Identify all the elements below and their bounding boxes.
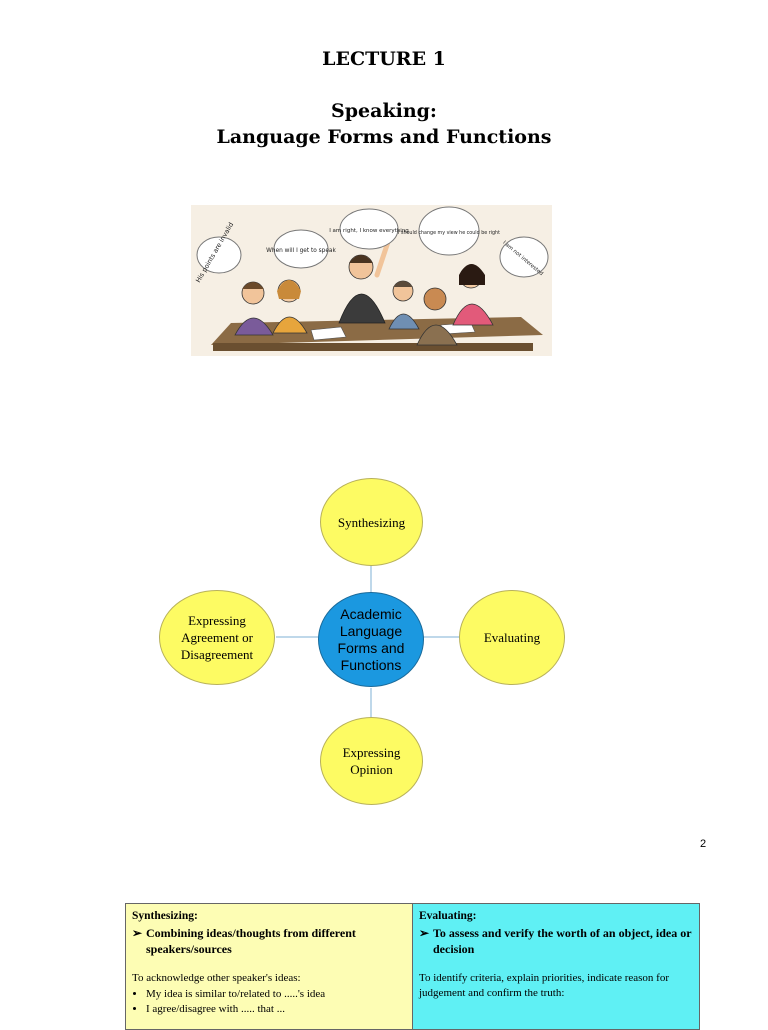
list-item: • I agree/disagree with ..... that ...	[146, 1002, 406, 1017]
lecture-title: LECTURE 1	[322, 48, 446, 70]
subtitle-line-2: Language Forms and Functions	[216, 126, 552, 148]
node-center: Academic Language Forms and Functions	[318, 592, 424, 687]
bubble-2-text: When will I get to speak	[266, 248, 336, 254]
evaluating-column	[413, 904, 699, 1029]
synthesizing-heading: Synthesizing:	[132, 910, 198, 922]
synthesizing-point: Combining ideas/thoughts from different speakers/sources	[146, 926, 356, 956]
node-evaluating: Evaluating	[459, 590, 565, 685]
bubble-5-text: I am not interested	[501, 239, 545, 278]
page-number: 2	[700, 838, 707, 850]
evaluating-point: To assess and verify the worth of an object, idea or decision	[433, 926, 692, 956]
subtitle-line-1: Speaking:	[331, 100, 437, 122]
meeting-illustration	[191, 205, 552, 356]
synthesizing-bullets	[132, 987, 406, 1017]
node-synthesizing: Synthesizing	[320, 478, 423, 566]
node-opinion: Expressing Opinion	[320, 717, 423, 805]
evaluating-description: To identify criteria, explain priorities, indicate reason for judgement and confirm the truth:	[419, 972, 669, 999]
concept-diagram	[150, 470, 570, 810]
bubble-4-text: I should change my view he could be right	[398, 231, 500, 236]
evaluating-heading: Evaluating:	[419, 910, 477, 922]
bubble-3-text: I am right, I know everything	[329, 228, 409, 234]
functions-table	[125, 903, 700, 1030]
arrow-bullet-icon: ➢	[132, 926, 143, 940]
node-agreement: Expressing Agreement or Disagreement	[159, 590, 275, 685]
synthesizing-column	[126, 904, 413, 1029]
bubble-1-text: His points are invalid	[194, 220, 236, 285]
synthesizing-description: To acknowledge other speaker's ideas:	[132, 972, 301, 984]
list-item: • My idea is similar to/related to .....'s idea	[146, 987, 406, 1002]
arrow-bullet-icon: ➢	[419, 926, 430, 940]
